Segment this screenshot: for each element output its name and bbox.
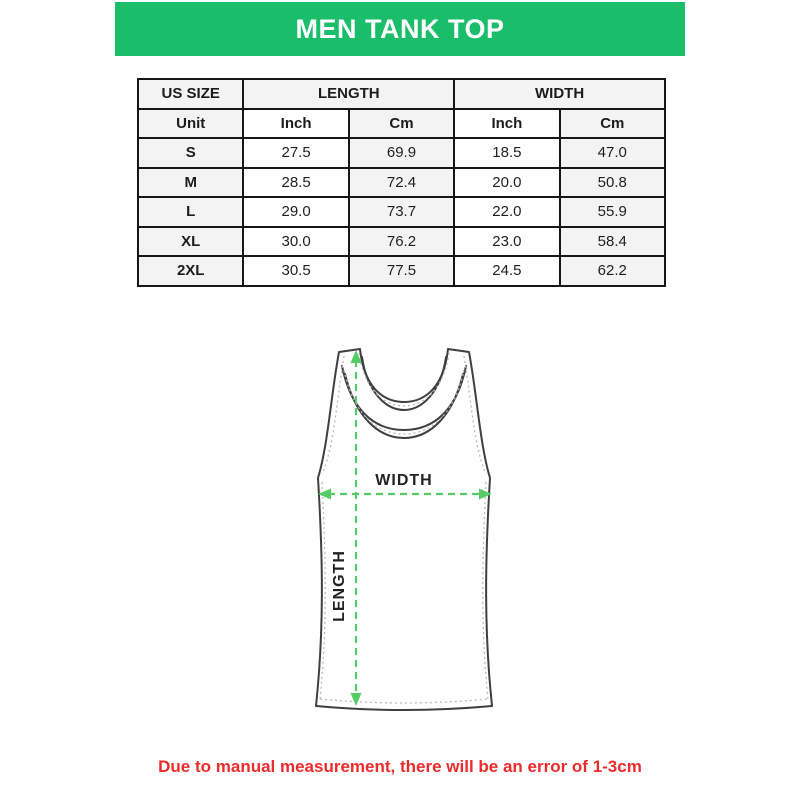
size-cell: L (138, 197, 243, 227)
col-header-length: LENGTH (243, 79, 454, 109)
width-inch-cell: 23.0 (454, 227, 559, 257)
width-cm-cell: 62.2 (560, 256, 665, 286)
length-label: LENGTH (331, 550, 348, 622)
width-inch-cell: 24.5 (454, 256, 559, 286)
length-inch-cell: 28.5 (243, 168, 348, 198)
width-label: WIDTH (375, 472, 433, 489)
width-cm-cell: 50.8 (560, 168, 665, 198)
size-cell: M (138, 168, 243, 198)
size-cell: 2XL (138, 256, 243, 286)
width-cm-cell: 47.0 (560, 138, 665, 168)
width-inch-cell: 22.0 (454, 197, 559, 227)
measurement-error-note: Due to manual measurement, there will be an error of 1-3cm (158, 757, 642, 776)
length-inch-cell: 30.5 (243, 256, 348, 286)
col-header-us-size: US SIZE (138, 79, 243, 109)
length-cm-cell: 72.4 (349, 168, 454, 198)
tank-outline (316, 349, 492, 710)
width-cm-cell: 55.9 (560, 197, 665, 227)
unit-cell: Cm (560, 109, 665, 139)
unit-cell: Unit (138, 109, 243, 139)
unit-cell: Inch (243, 109, 348, 139)
width-inch-cell: 20.0 (454, 168, 559, 198)
size-cell: S (138, 138, 243, 168)
col-header-width: WIDTH (454, 79, 665, 109)
unit-cell: Cm (349, 109, 454, 139)
length-inch-cell: 27.5 (243, 138, 348, 168)
width-cm-cell: 58.4 (560, 227, 665, 257)
length-cm-cell: 77.5 (349, 256, 454, 286)
size-cell: XL (138, 227, 243, 257)
page-title: MEN TANK TOP (295, 13, 505, 44)
length-cm-cell: 69.9 (349, 138, 454, 168)
length-cm-cell: 73.7 (349, 197, 454, 227)
length-inch-cell: 30.0 (243, 227, 348, 257)
length-inch-cell: 29.0 (243, 197, 348, 227)
width-inch-cell: 18.5 (454, 138, 559, 168)
unit-cell: Inch (454, 109, 559, 139)
length-cm-cell: 76.2 (349, 227, 454, 257)
